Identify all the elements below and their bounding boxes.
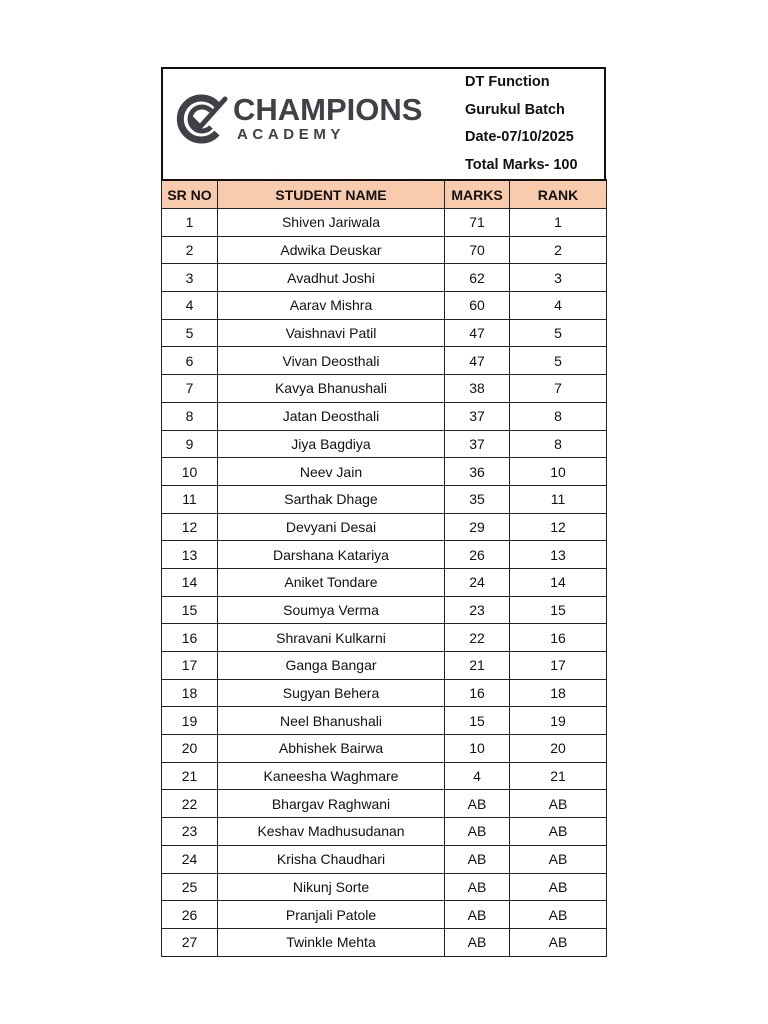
logo-title: CHAMPIONS (233, 92, 423, 127)
rank-cell: 16 (510, 624, 607, 652)
table-row (162, 458, 607, 486)
sr-no-cell: 27 (162, 928, 218, 956)
table-row (162, 928, 607, 956)
marks-cell: 4 (445, 762, 510, 790)
rank-cell: AB (510, 845, 607, 873)
marks-cell: 36 (445, 458, 510, 486)
table-header-row (162, 180, 607, 209)
sr-no-cell: 23 (162, 818, 218, 846)
marks-cell: 22 (445, 624, 510, 652)
exam-info (465, 71, 605, 181)
table-row (162, 624, 607, 652)
table-row (162, 541, 607, 569)
sr-no-cell: 4 (162, 292, 218, 320)
sr-no-cell: 21 (162, 762, 218, 790)
student-name-cell: Vaishnavi Patil (218, 319, 445, 347)
batch-name: Gurukul Batch (465, 101, 565, 118)
sr-no-cell: 3 (162, 264, 218, 292)
exam-subject: DT Function (465, 74, 550, 90)
sr-no-cell: 18 (162, 679, 218, 707)
rank-cell: 8 (510, 430, 607, 458)
marks-cell: 70 (445, 236, 510, 264)
column-header-sr-no: SR NO (162, 180, 218, 209)
rank-cell: 8 (510, 402, 607, 430)
table-row (162, 707, 607, 735)
student-name-cell: Keshav Madhusudanan (218, 818, 445, 846)
student-name-cell: Nikunj Sorte (218, 873, 445, 901)
logo-subtitle: ACADEMY (237, 126, 346, 143)
table-row (162, 236, 607, 264)
student-name-cell: Neel Bhanushali (218, 707, 445, 735)
table-row (162, 430, 607, 458)
marks-cell: 38 (445, 375, 510, 403)
table-row (162, 513, 607, 541)
rank-cell: 15 (510, 596, 607, 624)
marks-cell: 62 (445, 264, 510, 292)
sr-no-cell: 15 (162, 596, 218, 624)
table-row (162, 873, 607, 901)
table-row (162, 319, 607, 347)
sr-no-cell: 24 (162, 845, 218, 873)
student-name-cell: Jatan Deosthali (218, 402, 445, 430)
table-row (162, 568, 607, 596)
sr-no-cell: 9 (162, 430, 218, 458)
rank-cell: 21 (510, 762, 607, 790)
marks-cell: 10 (445, 735, 510, 763)
sr-no-cell: 22 (162, 790, 218, 818)
student-name-cell: Abhishek Bairwa (218, 735, 445, 763)
total-marks: Total Marks- 100 (465, 156, 578, 173)
student-name-cell: Kavya Bhanushali (218, 375, 445, 403)
results-body (162, 209, 607, 957)
student-name-cell: Avadhut Joshi (218, 264, 445, 292)
sr-no-cell: 2 (162, 236, 218, 264)
student-name-cell: Sugyan Behera (218, 679, 445, 707)
student-name-cell: Kaneesha Waghmare (218, 762, 445, 790)
marks-cell: AB (445, 873, 510, 901)
rank-cell: 19 (510, 707, 607, 735)
marks-cell: 21 (445, 652, 510, 680)
student-name-cell: Shiven Jariwala (218, 209, 445, 237)
marks-cell: 47 (445, 319, 510, 347)
exam-date: Date-07/10/2025 (465, 129, 574, 145)
column-header-rank: RANK (510, 180, 607, 209)
table-row (162, 818, 607, 846)
marks-cell: 35 (445, 485, 510, 513)
sr-no-cell: 7 (162, 375, 218, 403)
student-name-cell: Bhargav Raghwani (218, 790, 445, 818)
sr-no-cell: 6 (162, 347, 218, 375)
student-name-cell: Ganga Bangar (218, 652, 445, 680)
marks-cell: 71 (445, 209, 510, 237)
table-row (162, 596, 607, 624)
marks-cell: 26 (445, 541, 510, 569)
student-name-cell: Neev Jain (218, 458, 445, 486)
table-row (162, 485, 607, 513)
sr-no-cell: 10 (162, 458, 218, 486)
sr-no-cell: 14 (162, 568, 218, 596)
sr-no-cell: 16 (162, 624, 218, 652)
rank-cell: AB (510, 901, 607, 929)
sr-no-cell: 5 (162, 319, 218, 347)
student-name-cell: Darshana Katariya (218, 541, 445, 569)
student-name-cell: Shravani Kulkarni (218, 624, 445, 652)
rank-cell: 11 (510, 485, 607, 513)
student-name-cell: Jiya Bagdiya (218, 430, 445, 458)
marks-cell: 23 (445, 596, 510, 624)
rank-cell: 13 (510, 541, 607, 569)
table-row (162, 790, 607, 818)
table-row (162, 375, 607, 403)
rank-cell: AB (510, 928, 607, 956)
table-row (162, 347, 607, 375)
rank-cell: AB (510, 873, 607, 901)
rank-cell: 12 (510, 513, 607, 541)
sheet-header (161, 67, 606, 179)
marks-cell: 24 (445, 568, 510, 596)
sr-no-cell: 13 (162, 541, 218, 569)
table-row (162, 402, 607, 430)
table-row (162, 735, 607, 763)
rank-cell: 5 (510, 319, 607, 347)
table-row (162, 264, 607, 292)
student-name-cell: Pranjali Patole (218, 901, 445, 929)
student-name-cell: Vivan Deosthali (218, 347, 445, 375)
marks-cell: 29 (445, 513, 510, 541)
table-row (162, 652, 607, 680)
table-row (162, 901, 607, 929)
rank-cell: AB (510, 818, 607, 846)
column-header-student-name: STUDENT NAME (218, 180, 445, 209)
marks-cell: AB (445, 845, 510, 873)
sr-no-cell: 19 (162, 707, 218, 735)
student-name-cell: Krisha Chaudhari (218, 845, 445, 873)
marks-cell: 60 (445, 292, 510, 320)
student-name-cell: Sarthak Dhage (218, 485, 445, 513)
table-row (162, 679, 607, 707)
rank-cell: 10 (510, 458, 607, 486)
marks-cell: 16 (445, 679, 510, 707)
rank-cell: 4 (510, 292, 607, 320)
table-row (162, 292, 607, 320)
marks-cell: 15 (445, 707, 510, 735)
rank-cell: 1 (510, 209, 607, 237)
result-sheet (161, 67, 606, 957)
student-name-cell: Adwika Deuskar (218, 236, 445, 264)
rank-cell: 3 (510, 264, 607, 292)
results-table (161, 179, 607, 957)
rank-cell: 2 (510, 236, 607, 264)
table-row (162, 845, 607, 873)
student-name-cell: Aarav Mishra (218, 292, 445, 320)
marks-cell: AB (445, 818, 510, 846)
rank-cell: 20 (510, 735, 607, 763)
sr-no-cell: 26 (162, 901, 218, 929)
student-name-cell: Twinkle Mehta (218, 928, 445, 956)
sr-no-cell: 8 (162, 402, 218, 430)
table-row (162, 762, 607, 790)
marks-cell: AB (445, 928, 510, 956)
marks-cell: 47 (445, 347, 510, 375)
sr-no-cell: 11 (162, 485, 218, 513)
column-header-marks: MARKS (445, 180, 510, 209)
student-name-cell: Aniket Tondare (218, 568, 445, 596)
rank-cell: 17 (510, 652, 607, 680)
sr-no-cell: 12 (162, 513, 218, 541)
marks-cell: AB (445, 901, 510, 929)
champions-logo-icon (173, 91, 229, 147)
sr-no-cell: 25 (162, 873, 218, 901)
rank-cell: 18 (510, 679, 607, 707)
student-name-cell: Devyani Desai (218, 513, 445, 541)
academy-logo (173, 91, 423, 147)
rank-cell: 7 (510, 375, 607, 403)
marks-cell: AB (445, 790, 510, 818)
rank-cell: 14 (510, 568, 607, 596)
marks-cell: 37 (445, 402, 510, 430)
student-name-cell: Soumya Verma (218, 596, 445, 624)
sr-no-cell: 20 (162, 735, 218, 763)
marks-cell: 37 (445, 430, 510, 458)
rank-cell: 5 (510, 347, 607, 375)
rank-cell: AB (510, 790, 607, 818)
sr-no-cell: 1 (162, 209, 218, 237)
table-row (162, 209, 607, 237)
sr-no-cell: 17 (162, 652, 218, 680)
